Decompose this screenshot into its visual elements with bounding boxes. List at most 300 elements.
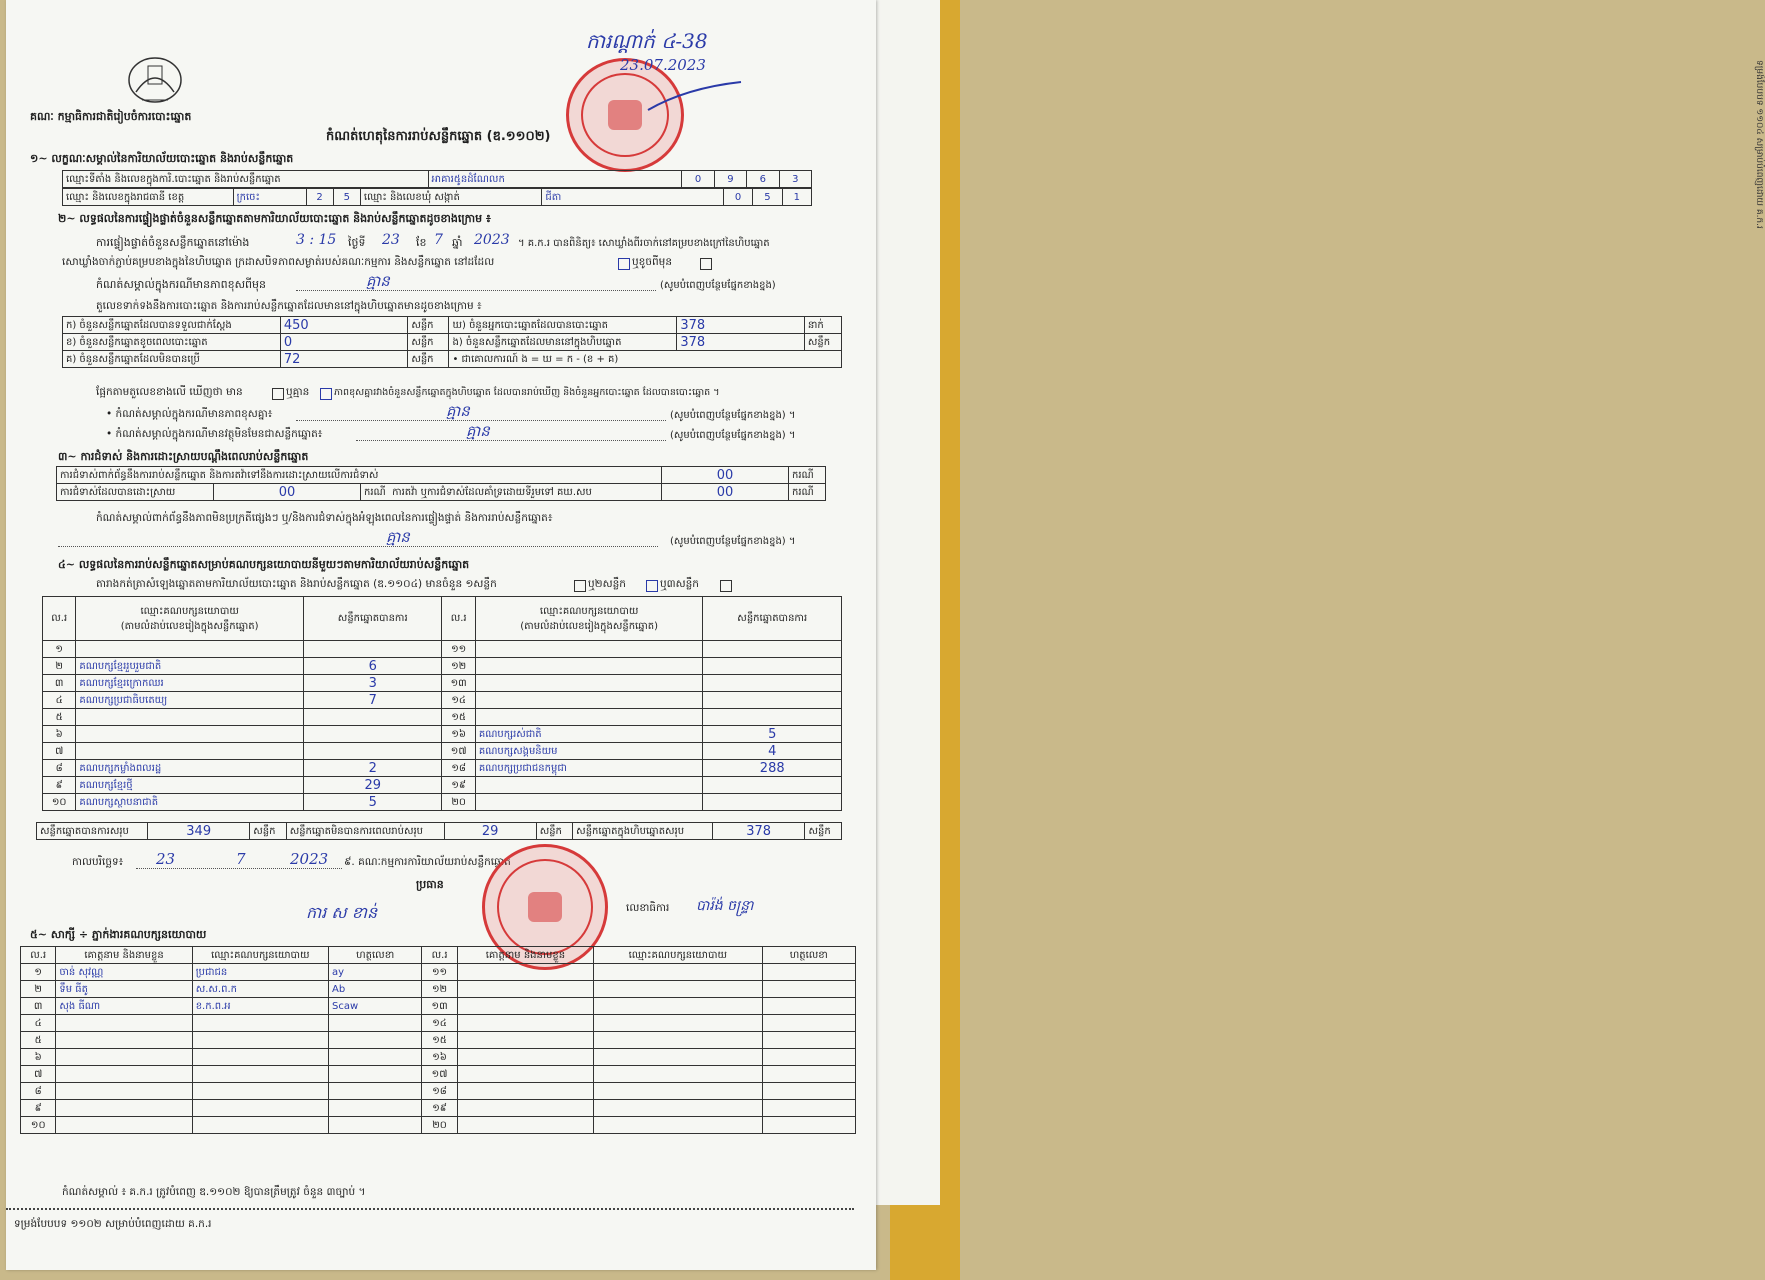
witness-sign: ay [329,964,422,981]
party-votes: 29 [303,777,442,794]
party-name: គណបក្សកម្លាំងពលរដ្ឋ [76,760,304,777]
seal-note-hint: (សូមបំពេញបន្ថែមផ្នែកខាងខ្នង) [660,280,776,291]
date-month: 7 [236,850,246,868]
party-name: គណបក្សប្រជាជនកម្ពុជា [475,760,703,777]
witness-sign [762,981,855,998]
commune-label: ឈ្មោះ និងលេខឃុំ សង្កាត់ [360,189,542,206]
table-row [43,675,842,692]
row-number: ២០ [442,794,475,811]
table-row [43,760,842,777]
witness-sign: Scaw [329,998,422,1015]
table-row [21,1049,856,1066]
location-digit: 0 [682,171,714,188]
province-label: ឈ្មោះ និងលេខក្នុងរាជធានី ខេត្ត [63,189,234,206]
year-value: 2023 [474,232,510,248]
table-row [21,981,856,998]
witness-party [594,1117,763,1134]
party-name [475,709,703,726]
commune-digit: 5 [753,189,782,206]
objections-unit: ករណី [789,467,826,484]
figure-e-unit: សន្លឹក [804,334,841,351]
object-note-value: គ្មាន [466,422,490,440]
discrepancy-yes-checkbox[interactable] [272,388,284,400]
col-votes: សន្លឹកឆ្នោតបានការ [303,597,442,641]
table-row [43,709,842,726]
table-row [43,743,842,760]
figure-e-label: ង) ចំនួនសន្លឹកឆ្នោតដែលមាននៅក្នុងហិបឆ្នោត [449,334,677,351]
tally-three-sheet-checkbox[interactable] [720,580,732,592]
table-row [21,1032,856,1049]
witness-sign [762,1066,855,1083]
witness-party [192,1066,328,1083]
form-page [6,0,876,1270]
back-sheet-text: ទម្រង់បែបបទ ១១០៤ សម្រាប់បំពេញដោយ គ.ក.រ [1754,60,1764,229]
row-number: ៩ [21,1100,56,1117]
diff-note-line [296,420,666,421]
row-number: ៦ [21,1049,56,1066]
table-row [43,777,842,794]
witness-sign [329,1015,422,1032]
party-votes [303,726,442,743]
table-row [21,1100,856,1117]
figure-b-unit: សន្លឹក [408,334,449,351]
party-votes: 288 [703,760,842,777]
figure-d-value: 378 [677,317,804,334]
table-row [43,658,842,675]
witness-party [192,1049,328,1066]
valid-total-value: 349 [148,823,250,840]
table-row [21,964,856,981]
party-votes [703,777,842,794]
table-row [43,692,842,709]
figure-c-unit: សន្លឹក [408,351,449,368]
row-number: ១៤ [442,692,475,709]
commune-value: ជីតា [542,189,724,206]
witness-name [457,1117,593,1134]
footer-divider [6,1208,854,1210]
province-digit: 2 [306,189,333,206]
col-party: ឈ្មោះគណបក្សនយោបាយ [192,947,328,964]
invalid-total-value: 29 [444,823,536,840]
table-row [21,1015,856,1032]
resolved-value: 00 [214,484,361,501]
figure-c-value: 72 [280,351,407,368]
seal-option-label: ឬខូចពីមុន [632,256,672,268]
row-number: ៣ [21,998,56,1015]
col-party-title: ឈ្មោះគណបក្សនយោបាយ [140,605,239,617]
party-name [475,658,703,675]
witness-name [56,1066,192,1083]
seal-intact-checkbox[interactable] [618,258,630,270]
witness-sign [762,998,855,1015]
object-note-label: • កំណត់សម្គាល់ក្នុងករណីមានវត្ថុមិនមែនជាសន្លឹកឆ្នោត៖ [106,428,323,440]
figure-d-label: ឃ) ចំនួនអ្នកបោះឆ្នោតដែលបានបោះឆ្នោត [449,317,677,334]
location-digit: 3 [779,171,811,188]
col-sign: ហត្ថលេខា [329,947,422,964]
witness-name [457,1049,593,1066]
row-number: ៨ [21,1083,56,1100]
location-label: ឈ្មោះទីតាំង និងលេខក្នុងការិ.បោះឆ្នោត និងរាប់សន្លឹកឆ្នោត [63,171,429,188]
section4-title: ៤~ លទ្ធផលនៃការរាប់សន្លឹកឆ្នោតសម្រាប់គណបក្សនយោបាយនីមួយៗតាមការិយាល័យរាប់សន្លឹកឆ្នោត [58,558,470,571]
col-sign: ហត្ថលេខា [762,947,855,964]
row-number: ៥ [21,1032,56,1049]
secretary-signature: បារ៉ង់ ចន្ទ្រា [696,898,754,914]
col-party-sub: (តាមលំដាប់លេខរៀងក្នុងសន្លឹកឆ្នោត) [520,620,658,632]
witness-party [192,1100,328,1117]
party-name [475,794,703,811]
figure-b-value: 0 [280,334,407,351]
party-votes [703,794,842,811]
figure-a-unit: សន្លឹក [408,317,449,334]
row-number: ១០ [43,794,76,811]
verification-text: ។ គ.ក.រ បានពិនិត្យ៖ សោឃ្លាំងពីរចាក់នៅគម្របខាងក្រៅនៃហិបឆ្នោត [518,238,770,249]
date-line [136,868,342,869]
province-value: ក្រចេះ [233,189,306,206]
row-number: ៦ [43,726,76,743]
footnote: កំណត់សម្គាល់ ៖ គ.ក.រ ត្រូវបំពេញ ឌ.១១០២ ឱ្យបានត្រឹមត្រូវ ចំនួន ៣ច្បាប់ ។ [62,1186,366,1198]
seal-text: សោឃ្លាំងចាក់ភ្ជាប់គម្របខាងក្នុងនៃហិបឆ្នោត ក្រដាសបិទភាពសម្ងាត់របស់គណៈកម្មការ និងសន្លឹកឆ្នោត នៅដដែល [62,256,495,268]
party-name: គណបក្សខ្មែរក្រោកឈរ [76,675,304,692]
row-number: ១៥ [442,709,475,726]
row-number: ៥ [43,709,76,726]
party-votes: 5 [703,726,842,743]
party-votes [703,692,842,709]
figures-table [62,316,842,368]
witness-body [21,964,856,1134]
witness-name [457,1032,593,1049]
party-name: គណបក្សប្រជាធិបតេយ្យ [76,692,304,709]
col-no: ល.រ [43,597,76,641]
chair-signature: ការ ស ខាន់ [306,903,378,922]
province-table [62,188,812,206]
seal-broken-checkbox[interactable] [700,258,712,270]
tally-intro: តារាងកត់ត្រាសំឡេងឆ្នោតតាមការិយាល័យបោះឆ្នោត និងរាប់សន្លឹកឆ្នោត (ឌ.១១០៤) មានចំនួន ១សន្លឹក [96,578,497,590]
party-votes [303,743,442,760]
party-name [475,641,703,658]
col-party [76,597,304,641]
totals-table [36,822,842,840]
party-name: គណបក្សខ្មែរថ្មី [76,777,304,794]
witness-name: ចាន់ សុវណ្ណ [56,964,192,981]
seal-note-line [296,290,656,291]
discrepancy-text: ភាពខុសគ្នារវាងចំនួនសន្លឹកឆ្នោតក្នុងហិបឆ្នោត ដែលបានរាប់ឃើញ និងចំនួនអ្នកបោះឆ្នោត ដែលបានបោះឆ្នោត ។ [334,387,720,398]
witness-party: ប្រជាជន [192,964,328,981]
party-votes [703,675,842,692]
section1-title: ១~ លក្ខណៈសម្គាល់នៃការិយាល័យបោះឆ្នោត និងរាប់សន្លឹកឆ្នោត [30,152,294,165]
witness-party [594,1066,763,1083]
party-results-table [42,596,842,811]
verification-time-label: ការផ្ទៀងផ្ទាត់ចំនួនសន្លឹកឆ្នោតនៅម៉ោង [96,236,250,249]
row-number: ១ [43,641,76,658]
witness-party [192,1015,328,1032]
col-no: ល.រ [422,947,457,964]
stamp-reference-handwriting: ការណ្ដាក់ ៤-38 [586,29,708,53]
table-row [43,726,842,743]
row-number: ១៩ [422,1100,457,1117]
witness-name: សុង ធីណា [56,998,192,1015]
appeal-unit: ករណី [789,484,826,501]
irregularity-note-line [58,546,658,547]
invalid-total-unit: សន្លឹក [536,823,572,840]
witness-party: ខ.ក.ព.អ [192,998,328,1015]
party-name: គណបក្សរស់ជាតិ [475,726,703,743]
table-row [21,1083,856,1100]
row-number: ២០ [422,1117,457,1134]
tally-one-sheet-checkbox[interactable] [574,580,586,592]
table-row [21,998,856,1015]
appeal-label: ការតវ៉ា ឬការជំទាស់ដែលគាំទ្រដោយទីរួមទៅ គឃ.សប [392,486,592,498]
diff-note-hint: (សូមបំពេញបន្ថែមផ្នែកខាងខ្នង) ។ [670,410,796,421]
month-value: 7 [434,232,443,248]
row-number: ១១ [422,964,457,981]
witness-party [594,964,763,981]
party-name [76,709,304,726]
col-party-title: ឈ្មោះគណបក្សនយោបាយ [539,605,639,617]
witness-name: ទឹម ធីតូ [56,981,192,998]
witness-sign [762,1032,855,1049]
witness-name [56,1015,192,1032]
section5-title: ៥~ សាក្សី ÷ ភ្នាក់ងារគណបក្សនយោបាយ [30,928,207,941]
party-votes: 5 [303,794,442,811]
date-label: កាលបរិច្ឆេទ៖ [72,856,124,868]
province-digit: 5 [333,189,360,206]
irregularity-note-hint: (សូមបំពេញបន្ថែមផ្នែកខាងខ្នង) ។ [670,536,796,547]
year-label: ឆ្នាំ [452,236,463,249]
ballots-total-label: សន្លឹកឆ្នោតក្នុងហិបឆ្នោតសរុប [573,823,713,840]
formula: • ជាគោលការណ៍ ង = ឃ = ក - (ខ + គ) [449,351,842,368]
row-number: ១៣ [422,998,457,1015]
tally-three-label: ឬ៣សន្លឹក [660,578,699,590]
committee-signature-line: ៩. គណៈកម្មការការិយាល័យរាប់សន្លឹកឆ្នោត [344,856,511,868]
witness-name [56,1032,192,1049]
party-name [475,692,703,709]
date-year: 2023 [290,850,329,868]
section3-title: ៣~ ការជំទាស់ និងការដោះស្រាយបណ្ដឹងពេលរាប់សន្លឹកឆ្នោត [58,450,309,463]
party-name [76,641,304,658]
witness-party [594,1100,763,1117]
row-number: ២ [21,981,56,998]
witness-sign [329,1066,422,1083]
figures-intro: តួលេខទាក់ទងនឹងការបោះឆ្នោត និងការរាប់សន្លឹកឆ្នោតដែលមាននៅក្នុងហិបឆ្នោតមានដូចខាងក្រោម ៖ [96,300,482,312]
col-no: ល.រ [442,597,475,641]
witness-sign [329,1117,422,1134]
witness-party [192,1032,328,1049]
witness-sign [762,1100,855,1117]
footer-form-note: ទម្រង់បែបបទ ១១០២ សម្រាប់បំពេញដោយ គ.ក.រ [14,1218,212,1230]
witness-table [20,946,856,1134]
tally-two-sheet-checkbox[interactable] [646,580,658,592]
witness-sign: Ab [329,981,422,998]
row-number: ១១ [442,641,475,658]
discrepancy-label: ផ្អែកតាមតួលេខខាងលើ ឃើញថា មាន [96,386,243,398]
col-name: គោត្តនាម និងនាមខ្លួន [56,947,192,964]
party-votes [703,641,842,658]
party-name: គណបក្សខ្មែររួបរួមជាតិ [76,658,304,675]
witness-party [594,1083,763,1100]
witness-name [56,1100,192,1117]
party-votes: 7 [303,692,442,709]
witness-name [457,1100,593,1117]
location-value: អាគារ៥ូនដំណែលក [428,171,682,188]
party-votes: 3 [303,675,442,692]
row-number: ១៤ [422,1015,457,1032]
row-number: ១៩ [442,777,475,794]
witness-sign [329,1032,422,1049]
witness-sign [329,1049,422,1066]
party-name: គណបក្សស្ថាបនាជាតិ [76,794,304,811]
row-number: ៤ [21,1015,56,1032]
discrepancy-no-label: ឬគ្មាន [286,386,310,398]
row-number: ១ [21,964,56,981]
row-number: ១០ [21,1117,56,1134]
stamp-date-handwriting: 23.07.2023 [620,56,706,74]
table-row [21,1117,856,1134]
chair-label: ប្រធាន [416,878,444,891]
party-votes: 6 [303,658,442,675]
pen-stroke [646,78,746,118]
invalid-total-label: សន្លឹកឆ្នោតមិនបានការពេលរាប់សរុប [286,823,444,840]
verification-time-value: 3 : 15 [296,232,337,248]
figure-a-value: 450 [280,317,407,334]
witness-name [56,1049,192,1066]
results-body [43,641,842,811]
witness-name [457,981,593,998]
row-number: ៩ [43,777,76,794]
row-number: ៧ [21,1066,56,1083]
party-votes: 4 [703,743,842,760]
valid-total-label: សន្លឹកឆ្នោតបានការសរុប [37,823,148,840]
witness-name [457,964,593,981]
witness-sign [762,1049,855,1066]
witness-party: ស.ស.ព.ក [192,981,328,998]
party-votes [303,709,442,726]
objections-table [56,466,826,501]
discrepancy-no-checkbox[interactable] [320,388,332,400]
row-number: ៨ [43,760,76,777]
party-name [475,675,703,692]
appeal-value: 00 [662,484,789,501]
diff-note-label: • កំណត់សម្គាល់ក្នុងករណីមានភាពខុសគ្នា៖ [106,408,273,420]
committee-name: គណៈ កម្មាធិការជាតិរៀបចំការបោះឆ្នោត [30,110,192,123]
col-party [475,597,703,641]
valid-total-unit: សន្លឹក [250,823,286,840]
party-name [76,743,304,760]
location-digit: 6 [747,171,779,188]
witness-party [192,1083,328,1100]
object-note-line [356,440,666,441]
emblem-icon [124,52,186,106]
row-number: ១៨ [442,760,475,777]
commune-digit: 1 [782,189,811,206]
row-number: ១៧ [442,743,475,760]
month-label: ខែ [416,236,427,249]
col-votes: សន្លឹកឆ្នោតបានការ [703,597,842,641]
row-number: ១៣ [442,675,475,692]
ballots-total-unit: សន្លឹក [805,823,842,840]
secretary-label: លេខាធិការ [626,902,670,914]
row-number: ១៦ [422,1049,457,1066]
row-number: ២ [43,658,76,675]
table-row [43,641,842,658]
party-votes [703,709,842,726]
figure-b-label: ខ) ចំនួនសន្លឹកឆ្នោតខូចពេលបោះឆ្នោត [63,334,281,351]
location-digit: 9 [714,171,746,188]
witness-name [56,1083,192,1100]
seal-note-label: កំណត់សម្គាល់ក្នុងករណីមានភាពខុសពីមុន [96,278,266,291]
witness-name [56,1117,192,1134]
witness-name [457,998,593,1015]
resolved-unit-and-appeal [361,484,662,501]
witness-party [594,981,763,998]
row-number: ១២ [422,981,457,998]
witness-party [594,1032,763,1049]
figure-e-value: 378 [677,334,804,351]
date-day: 23 [156,850,176,868]
seal-note-value: គ្មាន [366,272,390,290]
figure-a-label: ក) ចំនួនសន្លឹកឆ្នោតដែលបានទទួលជាក់ស្តែង [63,317,281,334]
witness-sign [762,1117,855,1134]
col-name: គោត្តនាម និងនាមខ្លួន [457,947,593,964]
party-votes: 2 [303,760,442,777]
figure-c-label: គ) ចំនួនសន្លឹកឆ្នោតដែលមិនបានប្រើ [63,351,281,368]
diff-note-value: គ្មាន [446,402,470,420]
row-number: ៧ [43,743,76,760]
party-name [76,726,304,743]
witness-sign [762,1083,855,1100]
witness-party [594,1049,763,1066]
tally-two-label: ឬ២សន្លឹក [588,578,626,590]
table-row [43,794,842,811]
row-number: ១២ [442,658,475,675]
objections-value: 00 [662,467,789,484]
witness-party [192,1117,328,1134]
witness-name [457,1015,593,1032]
objections-label: ការជំទាស់ពាក់ព័ន្ធនឹងការរាប់សន្លឹកឆ្នោត និងការតវ៉ាទៅនឹងការដោះស្រាយលើការជំទាស់ [57,467,662,484]
figure-d-unit: នាក់ [804,317,841,334]
col-party-sub: (តាមលំដាប់លេខរៀងក្នុងសន្លឹកឆ្នោត) [120,620,259,632]
witness-party [594,1015,763,1032]
witness-sign [762,1015,855,1032]
row-number: ១៧ [422,1066,457,1083]
witness-sign [329,1083,422,1100]
witness-name [457,1083,593,1100]
row-number: ១៥ [422,1032,457,1049]
col-party: ឈ្មោះគណបក្សនយោបាយ [594,947,763,964]
section2-title: ២~ លទ្ធផលនៃការផ្ទៀងផ្ទាត់ចំនួនសន្លឹកឆ្នោតតាមការិយាល័យបោះឆ្នោត និងរាប់សន្លឹកឆ្នោតដូចខាងក្រោម ៖ [58,212,491,225]
witness-name [457,1066,593,1083]
row-number: ៣ [43,675,76,692]
form-title: កំណត់ហេតុនៃការរាប់សន្លឹកឆ្នោត (ឌ.១១០២) [326,129,551,144]
col-no: ល.រ [21,947,56,964]
table-row [21,1066,856,1083]
resolved-label: ការជំទាស់ដែលបានដោះស្រាយ [57,484,214,501]
day-value: 23 [382,232,400,248]
irregularity-note-label: កំណត់សម្គាល់ពាក់ព័ន្ធនឹងភាពមិនប្រក្រតីផ្សេងៗ ឬ/និងការជំទាស់ក្នុងអំឡុងពេលនៃការផ្ទៀងផ្ទាត់ និងការរាប់សន្លឹកឆ្នោត៖ [96,512,553,524]
commune-digit: 0 [723,189,752,206]
party-name: គណបក្សសង្គមនិយម [475,743,703,760]
day-label: ថ្ងៃទី [348,236,366,249]
ballots-total-value: 378 [712,823,805,840]
witness-sign [329,1100,422,1117]
party-name [475,777,703,794]
witness-party [594,998,763,1015]
location-table [62,170,812,188]
row-number: ១៦ [442,726,475,743]
object-note-hint: (សូមបំពេញបន្ថែមផ្នែកខាងខ្នង) ។ [670,430,796,441]
row-number: ១៨ [422,1083,457,1100]
party-votes [303,641,442,658]
witness-sign [762,964,855,981]
